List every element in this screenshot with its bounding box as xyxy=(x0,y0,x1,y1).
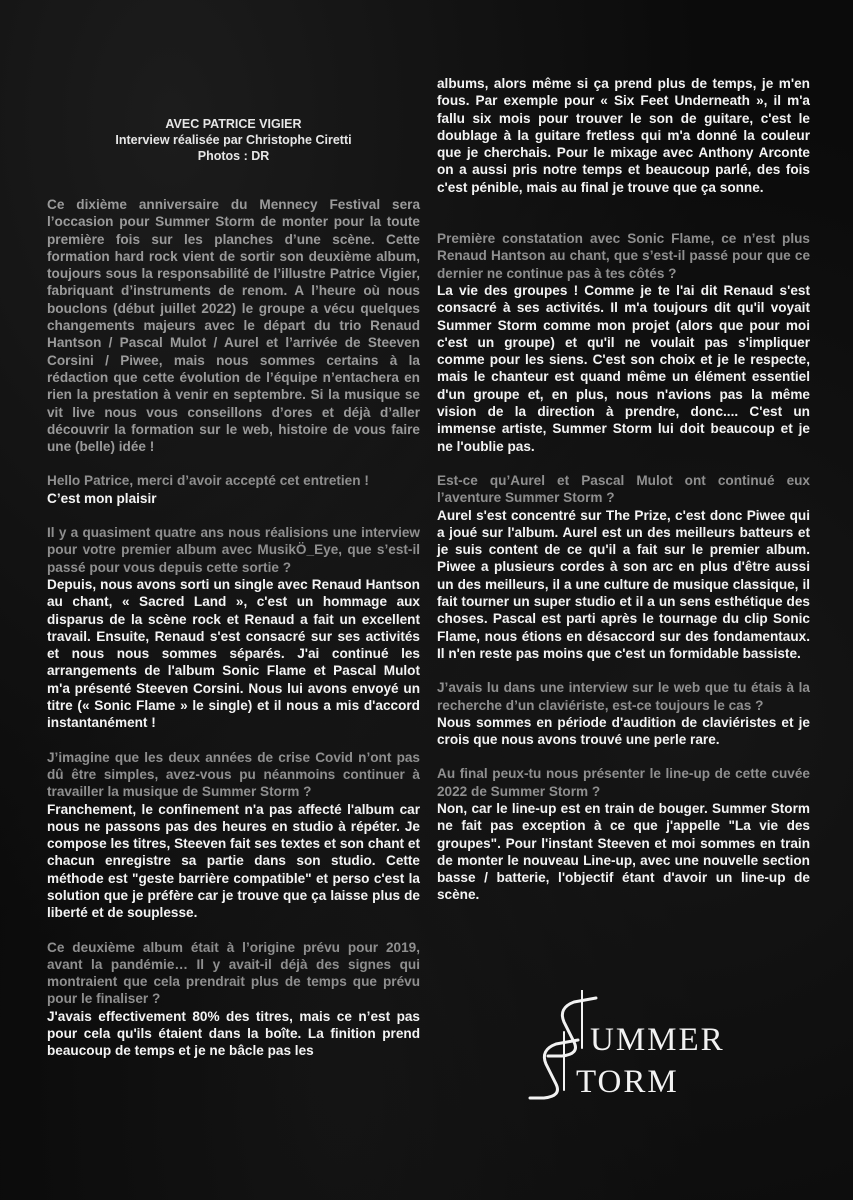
right-column xyxy=(437,75,810,904)
article-title: AVEC PATRICE VIGIER xyxy=(165,117,302,131)
answer: Aurel s'est concentré sur The Prize, c'est donc Piwee qui a joué sur l'album. Aurel est un des meilleurs batteurs et je suis content de ce qu'il a fait sur le premier album. Piwee a plusieurs cordes à son arc en plus d'être aussi un des meilleurs, il a une culture de musique classique, il fait tourner un super studio et il a un sens esthétique des choses. Pascal est parti après le tournage du clip Sonic Flame, nous étions en désaccord sur des fondamentaux. Il n'en reste pas moins que c'est un formidable bassiste. xyxy=(437,507,810,661)
logo-word-storm: TORM xyxy=(576,1064,679,1100)
answer-part-1: J'avais effectivement 80% des titres, mais ce n’est pas pour cela qu'ils étaient dans la boîte. La finition prend beaucoup de temps et je ne bâcle pas les xyxy=(47,1008,420,1059)
question: J’imagine que les deux années de crise Covid n’ont pas dû être simples, avez-vous pu néanmoins continuer à travailler la musique de Summer Storm ? xyxy=(47,749,420,800)
summer-storm-logo xyxy=(528,990,738,1100)
article-photo-credit: Photos : DR xyxy=(197,149,270,163)
answer: Non, car le line-up est en train de bouger. Summer Storm ne fait pas exception à ce que j'appelle "La vie des groupes". Pour l'instant Steeven et moi sommes en train de monter le nouveau Line-up, avec une nouvelle section basse / batterie, l'objectif étant d'avoir un line-up de scène. xyxy=(437,800,810,903)
left-column xyxy=(47,116,420,1060)
answer: Depuis, nous avons sorti un single avec Renaud Hantson au chant, « Sacred Land », c'est un hommage aux disparus de la scène rock et Renaud a fait un excellent travail. Ensuite, Renaud s'est consacré sur ses activités et nous nous sommes séparés. J'ai continué les arrangements de l'album Sonic Flame et Pascal Mulot m'a présenté Steeven Corsini. Nous lui avons envoyé un titre (« Sonic Flame » le single) et il nous a mis d'accord instantanément ! xyxy=(47,576,420,731)
answer: C’est mon plaisir xyxy=(47,490,157,506)
article-header xyxy=(47,116,420,164)
summer-storm-logo-graphic xyxy=(528,990,738,1100)
question: Au final peux-tu nous présenter le line-up de cette cuvée 2022 de Summer Storm ? xyxy=(437,766,810,799)
answer: La vie des groupes ! Comme je te l'ai dit Renaud s'est consacré à ses activités. Il m'a toujours dit qu'il voyait Summer Storm comme mon projet (alors que pour moi c'est un groupe) et qu'il ne voulait pas s'impliquer comme pour les siens. C'est son choix et je le respecte, mais le chanteur est quand même un élément essentiel d'un groupe et, en plus, nous n'avions pas la même vision de la direction à prendre, donc.... C'est un immense artiste, Summer Storm lui doit beaucoup et je ne l'oublie pas. xyxy=(437,282,810,454)
question: J’avais lu dans une interview sur le web que tu étais à la recherche d’un claviériste, est-ce toujours le cas ? xyxy=(437,680,810,713)
answer: Nous sommes en période d'audition de claviéristes et je crois que nous avons trouvé une perle rare. xyxy=(437,714,810,748)
question: Hello Patrice, merci d’avoir accepté cet entretien ! xyxy=(47,473,369,489)
question: Première constatation avec Sonic Flame, ce n’est plus Renaud Hantson au chant, que s’est-il passé pour que ce dernier ne continue pas à tes côtés ? xyxy=(437,231,810,281)
logo-word-summer: UMMER xyxy=(590,1022,725,1058)
question: Il y a quasiment quatre ans nous réalisions une interview pour votre premier album avec MusikÖ_Eye, que s’est-il passé pour vous depuis cette sortie ? xyxy=(47,525,420,575)
answer: Franchement, le confinement n'a pas affecté l'album car nous ne passons pas des heures en studio à répéter. Je compose les titres, Steeven fait ses textes et son chant et chacun enregistre sa partie dans son studio. Cette méthode est "geste barrière compatible" et perso c'est la solution que je préfère car je trouve que ça laisse plus de liberté et de souplesse. xyxy=(47,801,420,921)
question: Ce deuxième album était à l’origine prévu pour 2019, avant la pandémie… Il y avait-il déjà des signes qui montraient que cela prendrait plus de temps que prévu pour le finaliser ? xyxy=(47,939,420,1007)
intro-paragraph: Ce dixième anniversaire du Mennecy Festival sera l’occasion pour Summer Storm de monter pour la toute première fois sur les planches d’une scène. Cette formation hard rock vient de sortir son deuxième album, toujours sous la responsabilité de l’illustre Patrice Vigier, fabriquant d’instruments de renom. A l’heure où nous bouclons (début juillet 2022) le groupe a vécu quelques changements majeurs avec le départ du trio Renaud Hantson / Pascal Mulot / Aurel et l’arrivée de Steeven Corsini / Piwee, mais nous sommes certains à la rédaction que cette évolution de l’équipe n’entachera en rien la prestation à venir en septembre. Si la musique se vit live nous vous conseillons d’ores et déjà d’aller découvrir la formation sur le web, histoire de vous faire une (belle) idée ! xyxy=(47,197,420,455)
question: Est-ce qu’Aurel et Pascal Mulot ont continué eux l’aventure Summer Storm ? xyxy=(437,472,810,506)
article-byline: Interview réalisée par Christophe Ciretti xyxy=(115,133,352,147)
answer-part-2: albums, alors même si ça prend plus de temps, je m'en fous. Par exemple pour « Six Feet Underneath », il m'a fallu six mois pour trouver le son de guitare, c'est le doublage à la guitare fretless qui m'a donné la couleur que je cherchais. Pour le mixage avec Anthony Arconte on a aussi pris notre temps et beaucoup parlé, des fois c'est pénible, mais au final je trouve que ça sonne. xyxy=(437,76,810,195)
